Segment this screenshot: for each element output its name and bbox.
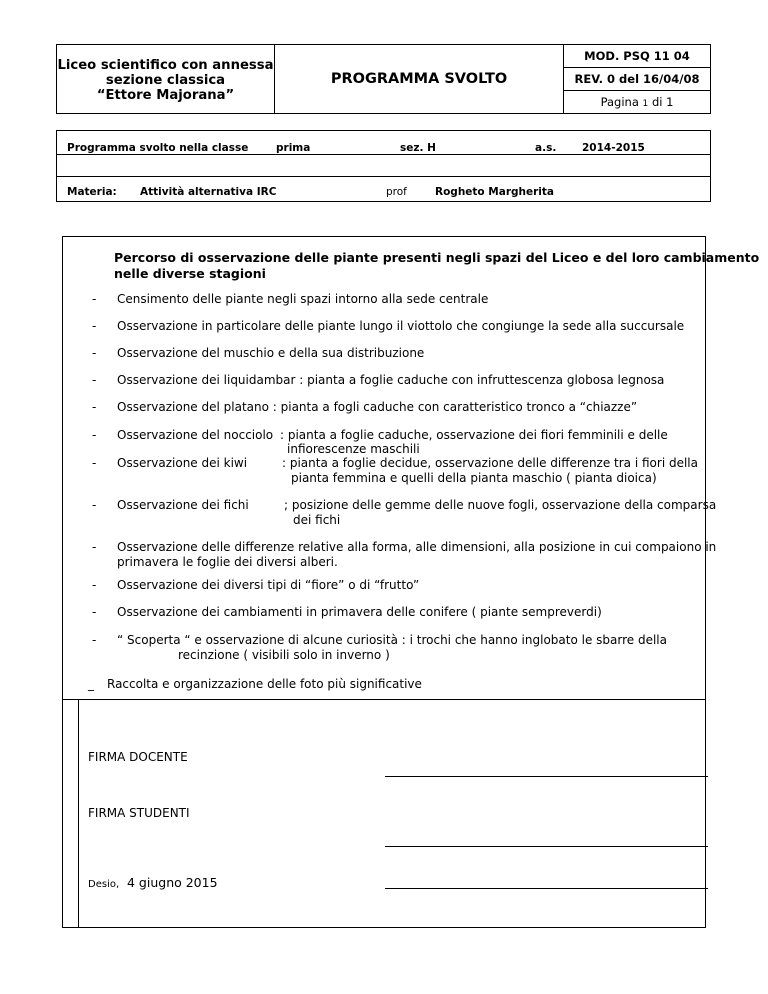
school-line-1: Liceo scientifico con annessa (57, 58, 274, 73)
page-of: di 1 (651, 95, 674, 109)
divider (63, 699, 705, 700)
header-table (56, 44, 711, 114)
title-line-1: Percorso di osservazione delle piante presenti negli spazi del Liceo e del loro cambiamento (114, 250, 760, 265)
teacher-signature-line (385, 776, 708, 777)
divider (57, 176, 710, 177)
school-line-2: sezione classica (105, 73, 226, 88)
class-info-table (56, 130, 711, 202)
prof-name: Rogheto Margherita (435, 186, 555, 198)
list-item: Osservazione del platano : pianta a fogli caduche con caratteristico tronco a “chiazze” (117, 400, 638, 414)
school-name (57, 45, 275, 113)
list-item: Osservazione dei liquidambar : pianta a foglie caduche con infruttescenza globosa legnosa (117, 373, 665, 387)
kiwi-desc-cont: pianta femmina e quelli della pianta maschio ( pianta dioica) (291, 471, 657, 485)
teacher-signature-label: FIRMA DOCENTE (88, 750, 188, 764)
date: 4 giugno 2015 (127, 875, 218, 890)
bullet-dash: - (92, 456, 97, 470)
year-label: a.s. (535, 142, 557, 154)
list-item-raccolta: Raccolta e organizzazione delle foto più significative (107, 677, 422, 691)
module-code: MOD. PSQ 11 04 (564, 45, 710, 68)
revision: REV. 0 del 16/04/08 (564, 68, 710, 91)
bullet-dash: - (92, 400, 97, 414)
class-value: prima (276, 142, 311, 154)
bullet-dash: - (92, 540, 97, 554)
document-meta (564, 45, 710, 113)
page-indicator (564, 91, 710, 113)
page-number: 1 (642, 99, 649, 109)
bullet-dash: - (92, 428, 97, 442)
list-item: Osservazione dei diversi tipi di “fiore” o di “frutto” (117, 578, 420, 592)
list-item-fichi: Osservazione dei fichi (117, 498, 249, 512)
list-item: Osservazione dei cambiamenti in primavera delle conifere ( piante sempreverdi) (117, 605, 602, 619)
bullet-dash: - (92, 578, 97, 592)
section: sez. H (400, 142, 436, 154)
bullet-dash: - (92, 633, 97, 647)
subject-label: Materia: (67, 186, 117, 198)
list-item-scoperta-cont: recinzione ( visibili solo in inverno ) (178, 648, 390, 662)
bullet-dash: - (92, 292, 97, 306)
bullet-dash: - (92, 498, 97, 512)
title-line-2: nelle diverse stagioni (114, 266, 266, 281)
list-item-scoperta: “ Scoperta “ e osservazione di alcune curiosità : i trochi che hanno inglobato le sbarre della (117, 633, 667, 647)
nocciolo-desc: : pianta a foglie caduche, osservazione dei fiori femminili e delle (280, 428, 668, 442)
prof-label: prof (386, 186, 407, 198)
fichi-desc: ; posizione delle gemme delle nuove fogli, osservazione della comparsa (284, 498, 717, 512)
students-signature-line (385, 846, 708, 847)
bullet-underscore: _ (88, 677, 94, 691)
divider (57, 154, 710, 155)
list-item-kiwi: Osservazione dei kiwi (117, 456, 248, 470)
nocciolo-desc-cont: infiorescenze maschili (287, 442, 420, 456)
school-line-3: “Ettore Majorana” (96, 88, 235, 103)
bullet-dash: - (92, 346, 97, 360)
students-signature-label: FIRMA STUDENTI (88, 806, 190, 820)
document-title: PROGRAMMA SVOLTO (275, 45, 564, 113)
list-item: Osservazione in particolare delle piante lungo il viottolo che congiunge la sede alla succursale (117, 319, 685, 333)
class-label: Programma svolto nella classe (67, 142, 249, 154)
fichi-desc-cont: dei fichi (293, 513, 341, 527)
date-line (385, 888, 708, 889)
page-label: Pagina (600, 95, 639, 109)
subject-value: Attività alternativa IRC (140, 186, 277, 198)
divider (78, 699, 79, 928)
kiwi-desc: : pianta a foglie decidue, osservazione delle differenze tra i fiori della (282, 456, 698, 470)
list-item-differenze-cont: primavera le foglie dei diversi alberi. (117, 555, 338, 569)
bullet-dash: - (92, 605, 97, 619)
list-item-nocciolo: Osservazione del nocciolo (117, 428, 274, 442)
list-item: Censimento delle piante negli spazi intorno alla sede centrale (117, 292, 489, 306)
place: Desio, (88, 879, 120, 890)
year-value: 2014-2015 (582, 142, 645, 154)
bullet-dash: - (92, 373, 97, 387)
list-item: Osservazione del muschio e della sua distribuzione (117, 346, 425, 360)
bullet-dash: - (92, 319, 97, 333)
list-item-differenze: Osservazione delle differenze relative alla forma, alle dimensioni, alla posizione in cui compaiono in (117, 540, 717, 554)
program-title (114, 250, 759, 282)
